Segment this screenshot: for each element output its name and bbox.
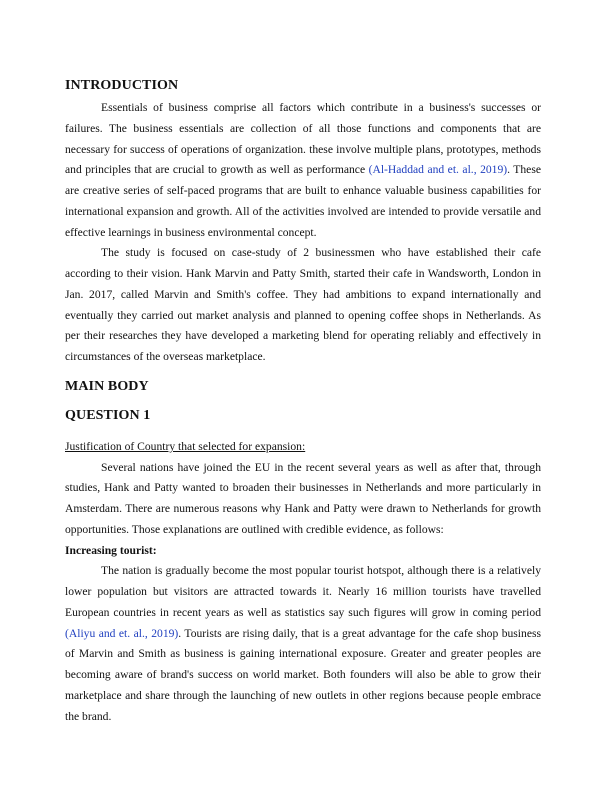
intro-p1-text-b: . These are creative series of self-paced programs that are built to enhance valuable business capabilities for international expansion and growth. All of the activities involved are intended to provide versatile and effective learnings in business environmental concept. xyxy=(65,163,541,239)
question-1-heading: QUESTION 1 xyxy=(65,407,151,423)
increasing-tourist-label: Increasing tourist: xyxy=(65,543,157,557)
main-body-heading: MAIN BODY xyxy=(65,378,149,394)
citation-aliyu: (Aliyu and et. al., 2019) xyxy=(65,626,179,640)
introduction-heading: INTRODUCTION xyxy=(65,78,179,93)
introduction-paragraph-1 xyxy=(65,98,541,243)
tourist-paragraph xyxy=(65,561,541,727)
tourist-p-text-a: The nation is gradually become the most popular tourist hotspot, although there is a relatively lower population but visitors are attracted towards it. Nearly 16 million tourists have travelled European countries in recent years as well as statistics say such figures will grow in coming period xyxy=(65,564,541,619)
citation-al-haddad: (Al-Haddad and et. al., 2019) xyxy=(368,163,508,177)
intro-p1-text-a: Essentials of business comprise all factors which contribute in a business's successes or failures. The business essentials are collection of all those functions and components that are necessary for success of operations of organization. these involve multiple plans, prototypes, methods and principles that are crucial to growth as well as performance xyxy=(65,101,541,177)
justification-paragraph: Several nations have joined the EU in the recent several years as well as after that, through studies, Hank and Patty wanted to broaden their businesses in Netherlands and more particularly in Amsterdam. There are numerous reasons why Hank and Patty were drawn to Netherlands for growth opportunities. Those explanations are outlined with credible evidence, as follows: xyxy=(65,460,541,536)
page-content xyxy=(65,76,541,727)
tourist-p-text-b: . Tourists are rising daily, that is a great advantage for the cafe shop business of Marvin and Smith as business is gaining international exposure. Greater and greater peoples are becoming aware of brand's success on world market. Both founders will also be able to grow their marketplace and share through the launching of new outlets in other regions because people embrace the brand. xyxy=(65,626,541,723)
justification-subheading: Justification of Country that selected for expansion: xyxy=(65,439,306,453)
introduction-paragraph-2: The study is focused on case-study of 2 businessmen who have established their cafe according to their vision. Hank Marvin and Patty Smith, started their cafe in Wandsworth, London in Jan. 2017, called Marvin and Smith's coffee. They had ambitions to expand internationally and eventually they carried out market analysis and planned to opening coffee shops in Netherlands. As per their researches they have developed a marketing blend for operating reliably and effectively in circumstances of the overseas marketplace. xyxy=(65,246,541,363)
